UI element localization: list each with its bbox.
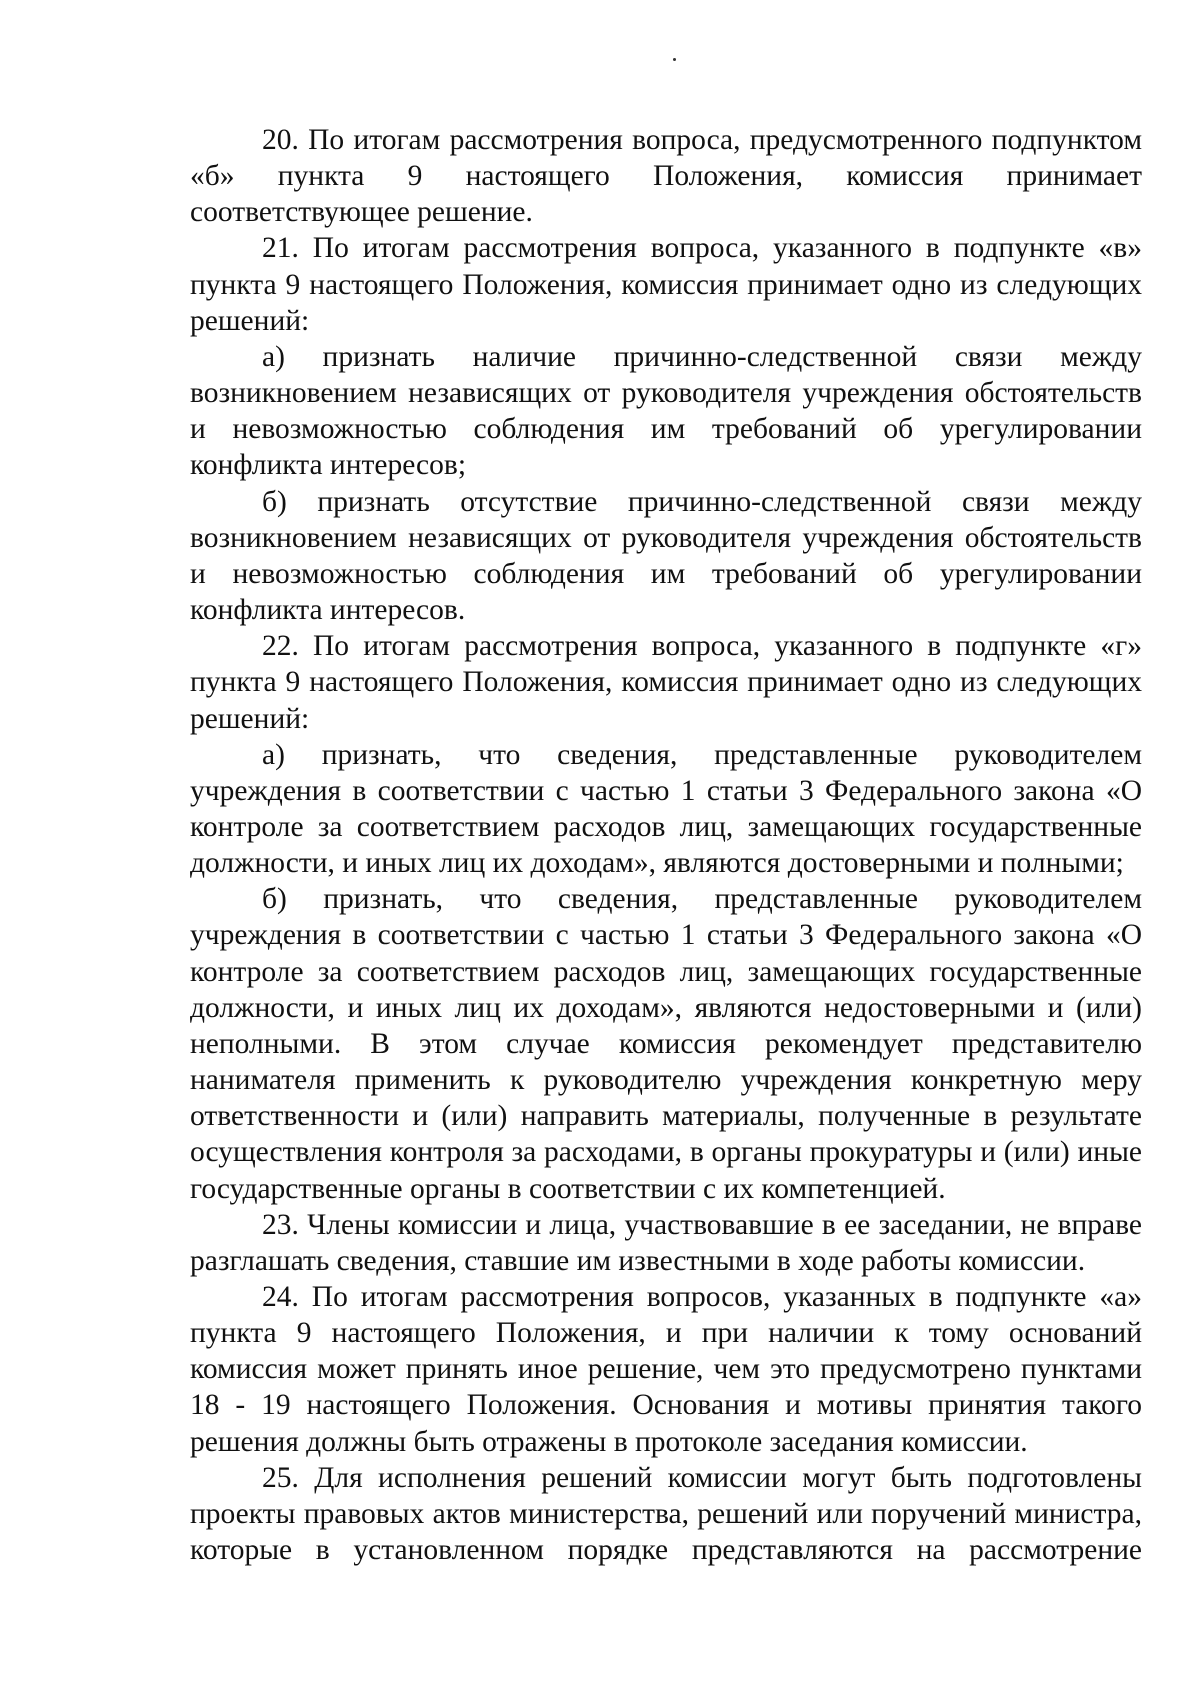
paragraph-22-a: а) признать, что сведения, представленные руководителем учреждения в соответствии с частью 1 статьи 3 Федерального закона «О контроле за соответствием расходов лиц, замещающих государственные должности, и иных лиц их доходам», являются достоверными и полными; <box>190 738 1142 880</box>
paragraph-20: 20. По итогам рассмотрения вопроса, предусмотренного подпунктом «б» пункта 9 настоящего Положения, комиссия принимает соответствующее решение. <box>190 124 1142 229</box>
paragraph-22-b: б) признать, что сведения, представленные руководителем учреждения в соответствии с частью 1 статьи 3 Федерального закона «О контроле за соответствием расходов лиц, замещающих государственные должности, и иных лиц их доходам», являются недостоверными и (или) неполными. В этом случае комиссия рекомендует представителю нанимателя применить к руководителю учреждения конкретную меру ответственности и (или) направить материалы, полученные в результате осуществления контроля за расходами, в органы прокуратуры и (или) иные государственные органы в соответствии с их компетенцией. <box>190 883 1142 1205</box>
paragraph-21-a: а) признать наличие причинно-следственной связи между возникновением независящих от руководителя учреждения обстоятельств и невозможностью соблюдения им требований об урегулировании конфликта интересов; <box>190 340 1142 482</box>
paragraph-25: 25. Для исполнения решений комиссии могут быть подготовлены проекты правовых актов министерства, решений или поручений министра, которые в установленном порядке представляются на рассмотрение <box>190 1461 1142 1567</box>
page-mark <box>673 58 676 61</box>
paragraph-21: 21. По итогам рассмотрения вопроса, указанного в подпункте «в» пункта 9 настоящего Положения, комиссия принимает одно из следующих решений: <box>190 232 1142 337</box>
document-body <box>190 122 1142 1568</box>
paragraph-24: 24. По итогам рассмотрения вопросов, указанных в подпункте «а» пункта 9 настоящего Положения, и при наличии к тому оснований комиссия может принять иное решение, чем это предусмотрено пунктами 18 - 19 настоящего Положения. Основания и мотивы принятия такого решения должны быть отражены в протоколе заседания комиссии. <box>190 1281 1142 1458</box>
paragraph-22: 22. По итогам рассмотрения вопроса, указанного в подпункте «г» пункта 9 настоящего Положения, комиссия принимает одно из следующих решений: <box>190 630 1142 735</box>
paragraph-23: 23. Члены комиссии и лица, участвовавшие в ее заседании, не вправе разглашать сведения, ставшие им известными в ходе работы комиссии. <box>190 1208 1142 1277</box>
paragraph-21-b: б) признать отсутствие причинно-следственной связи между возникновением независящих от руководителя учреждения обстоятельств и невозможностью соблюдения им требований об урегулировании конфликта интересов. <box>190 485 1142 627</box>
